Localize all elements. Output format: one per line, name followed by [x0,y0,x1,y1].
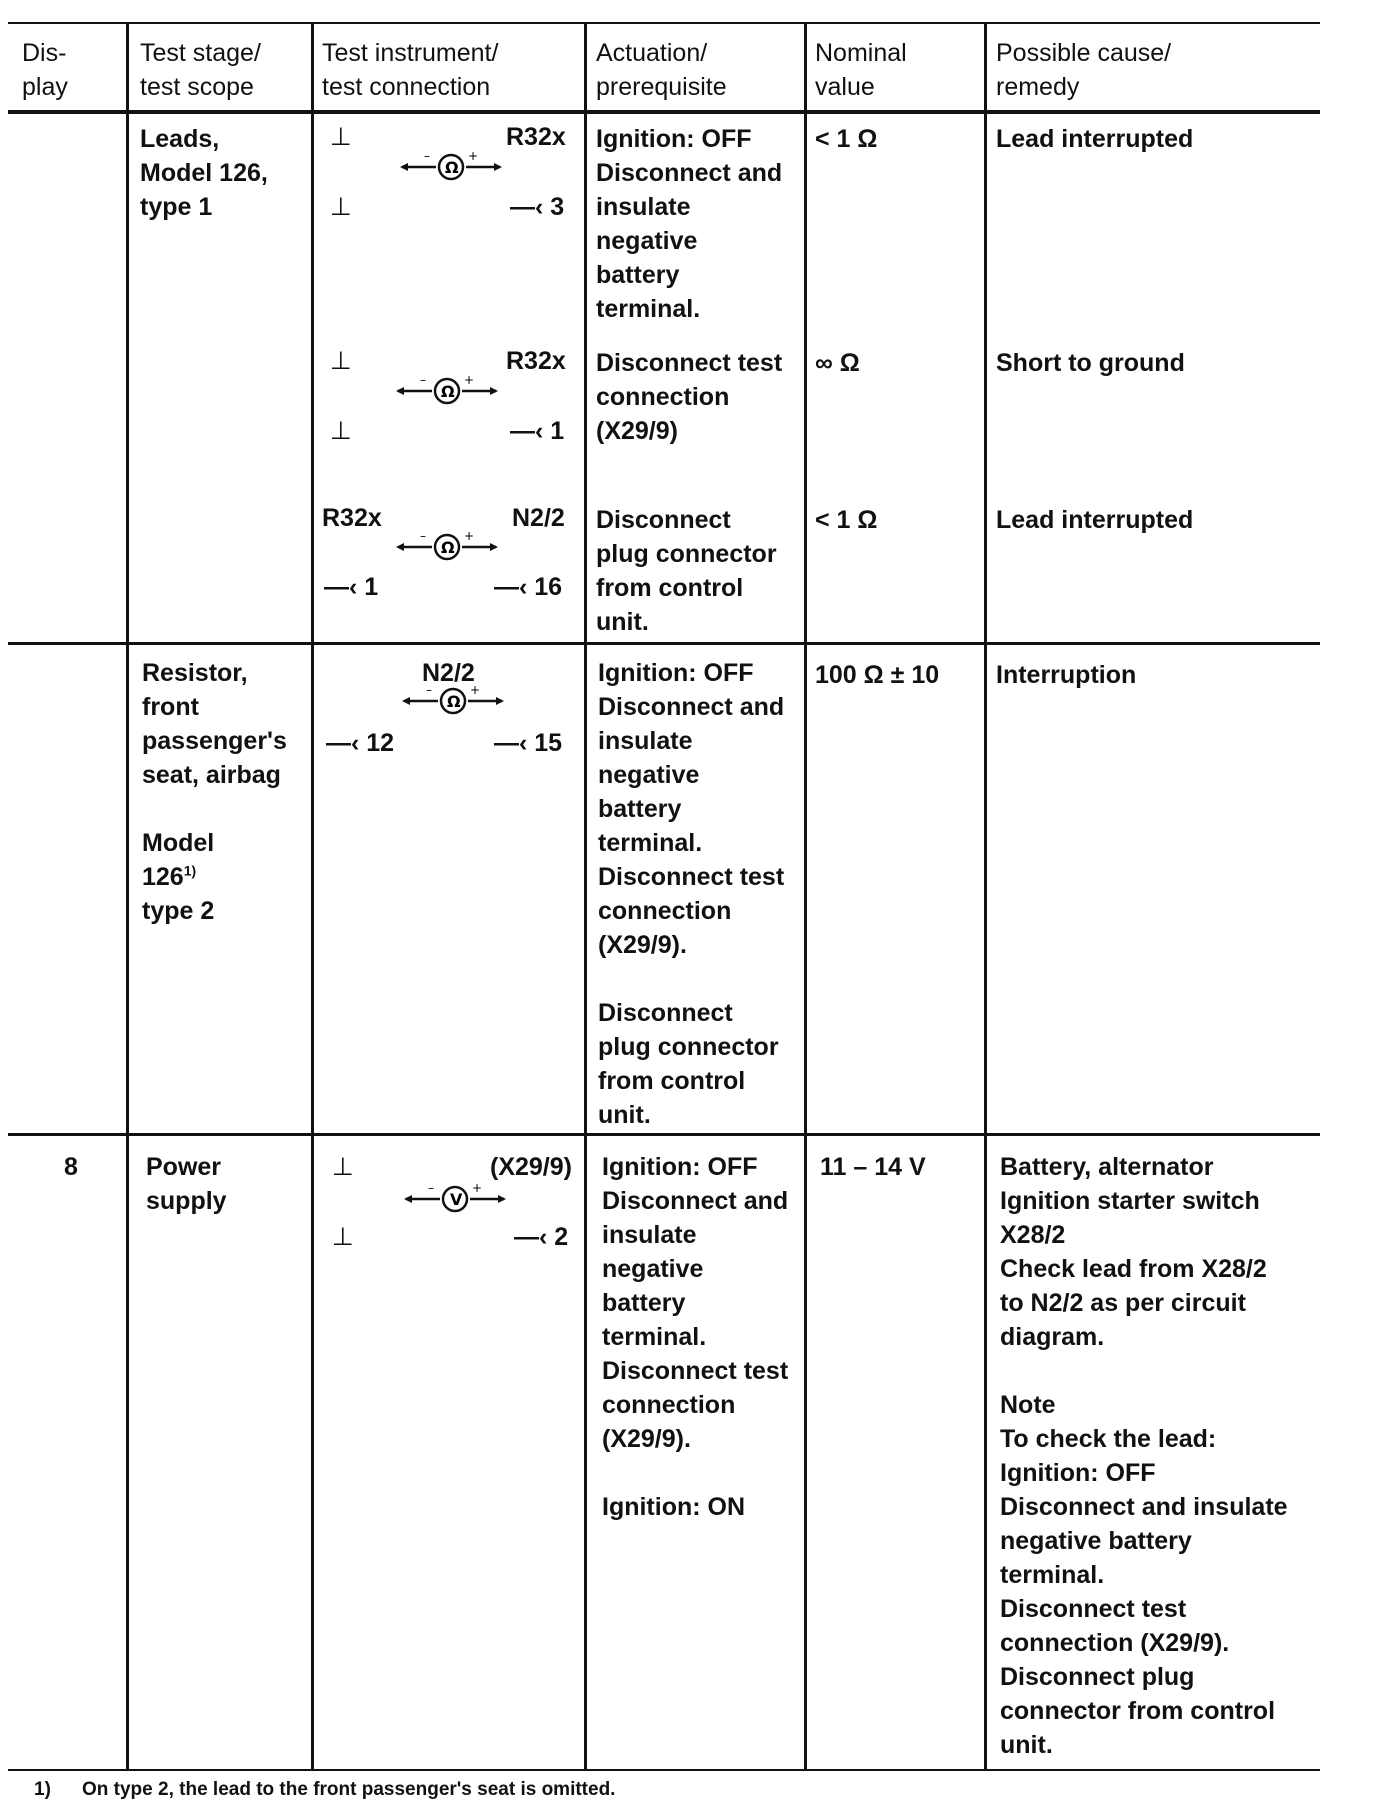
note-line: Disconnect and insulate [1000,1493,1288,1521]
note-line: connector from control [1000,1697,1276,1725]
note-line: Disconnect test [1000,1595,1187,1623]
s3-actuation-line: connection [602,1391,736,1419]
header-cause-line1: Possible cause/ [996,39,1172,67]
s2-actuation-line: terminal. [598,829,703,857]
header-nominal-line1: Nominal [815,39,907,67]
s3-cause-spacer [1000,1354,1288,1388]
s1t2-right-bottom-plug: —‹ 1 [510,417,565,445]
s1t3-actuation-line: from control [596,574,744,602]
header-cause-line2: remedy [996,73,1080,101]
s3-cause-line: to N2/2 as per circuit [1000,1289,1246,1317]
s3-actuation-spacer [602,1456,788,1490]
s1t3-nominal-value: < 1 Ω [815,506,878,534]
s3-voltmeter-icon [400,1182,510,1216]
s1t2-actuation-line: Disconnect test [596,349,783,377]
section1-bottom-rule [8,642,1320,645]
header-instrument-line2: test connection [322,73,491,101]
s2-stage-line: Resistor, [142,659,248,687]
s2-actuation-line: (X29/9). [598,931,687,959]
svg-text:+: + [468,150,479,163]
header-bottom-rule [8,110,1320,114]
svg-text:+: + [470,684,481,697]
s2-stage-line: front [142,693,199,721]
s1t1-left-bottom-ground-icon: ⊥ [330,193,352,221]
note-line: negative battery [1000,1527,1192,1555]
ohm-glyph: Ω [447,692,461,711]
s3-cause-line: Check lead from X28/2 [1000,1255,1267,1283]
s1t2-right-top-label: R32x [506,347,566,375]
s1t2-actuation-line: (X29/9) [596,417,678,445]
s2-stage-line: type 2 [142,897,215,925]
svg-text:+: + [472,1182,483,1195]
svg-text:–: – [426,684,432,697]
s3-right-bottom-plug: —‹ 2 [514,1223,569,1251]
header-display-line2: play [22,73,68,101]
s3-cause-line: diagram. [1000,1323,1105,1351]
header-actuation-line1: Actuation/ [596,39,708,67]
s2-stage-model-number: 126 [142,863,184,891]
s1t3-actuation-line: unit. [596,608,649,636]
header-stage-line2: test scope [140,73,254,101]
note-line: Ignition: OFF [1000,1459,1156,1487]
s1t3-left-bottom-plug: —‹ 1 [324,573,379,601]
s1t1-left-top-ground-icon: ⊥ [330,123,352,151]
s3-stage-line: supply [146,1187,227,1215]
s2-actuation-line: unit. [598,1101,651,1129]
s3-nominal-value: 11 – 14 V [820,1153,926,1181]
s2-actuation-spacer [598,962,784,996]
col-divider-2 [311,22,314,1771]
s3-actuation-line: terminal. [602,1323,707,1351]
svg-text:–: – [428,1182,434,1195]
s3-actuation-line: Ignition: ON [602,1493,746,1521]
s3-actuation-line: negative [602,1255,704,1283]
header-display [22,36,68,104]
s1t2-nominal-value: ∞ Ω [815,349,860,377]
header-actuation-line2: prerequisite [596,73,727,101]
s3-stage-line: Power [146,1153,222,1181]
s2-actuation-line: battery [598,795,682,823]
footnote-mark: 1) [34,1779,51,1800]
header-stage-line1: Test stage/ [140,39,261,67]
header-nominal-value [815,36,907,104]
table-top-rule [8,22,1320,24]
header-possible-cause [996,36,1171,104]
s1t3-cause: Lead interrupted [996,506,1194,534]
svg-text:–: – [424,150,430,163]
s2-right-bottom-plug: —‹ 15 [494,729,563,757]
s1t1-ohmmeter-icon [396,150,506,184]
s1t3-right-top-label: N2/2 [512,504,565,532]
s3-right-top-label: (X29/9) [490,1153,572,1181]
s1t1-actuation-line: insulate [596,193,691,221]
svg-text:+: + [464,374,475,387]
s2-actuation-line: Ignition: OFF [598,659,754,687]
note-line: Disconnect plug [1000,1663,1195,1691]
s3-cause-line: Battery, alternator [1000,1153,1214,1181]
header-instrument-line1: Test instrument/ [322,39,499,67]
section2-bottom-rule [8,1133,1320,1136]
s1t1-actuation-line: battery [596,261,680,289]
s1t3-actuation [596,503,777,639]
s1-test-stage [140,122,268,224]
s1t2-left-top-ground-icon: ⊥ [330,347,352,375]
s3-actuation [602,1150,788,1524]
s1t3-left-top-label: R32x [322,504,382,532]
s3-actuation-line: insulate [602,1221,697,1249]
ohm-glyph: Ω [441,538,455,557]
svg-text:–: – [420,374,426,387]
header-display-line1: Dis- [22,39,67,67]
s2-actuation-line: Disconnect [598,999,733,1027]
table-bottom-rule [8,1769,1320,1771]
s1t3-actuation-line: plug connector [596,540,777,568]
s2-center-label: N2/2 [422,659,475,687]
s1t2-actuation [596,346,782,448]
s1t2-actuation-line: connection [596,383,730,411]
s1t1-actuation [596,122,782,326]
svg-text:+: + [464,530,475,543]
header-nominal-line2: value [815,73,875,101]
s3-cause-line: Ignition starter switch [1000,1187,1260,1215]
s3-actuation-line: Disconnect test [602,1357,789,1385]
s1t1-actuation-line: terminal. [596,295,701,323]
col-divider-3 [584,22,587,1771]
s1t2-ohmmeter-icon [392,374,502,408]
s1-stage-line: Leads, [140,125,220,153]
s1t2-cause: Short to ground [996,349,1185,377]
s3-cause [1000,1150,1288,1762]
ohm-glyph: Ω [441,382,455,401]
s2-actuation-line: insulate [598,727,693,755]
s2-actuation-line: plug connector [598,1033,779,1061]
s3-test-stage [146,1150,227,1218]
s3-cause-line: X28/2 [1000,1221,1066,1249]
note-line: To check the lead: [1000,1425,1217,1453]
s1-stage-line: Model 126, [140,159,268,187]
s2-actuation-line: Disconnect and [598,693,785,721]
note-line: unit. [1000,1731,1053,1759]
footnote-ref: 1) [183,862,197,879]
note-line: connection (X29/9). [1000,1629,1230,1657]
s2-stage-line: seat, airbag [142,761,281,789]
svg-text:–: – [420,530,426,543]
s2-left-bottom-plug: —‹ 12 [326,729,395,757]
note-line: terminal. [1000,1561,1105,1589]
s3-left-bottom-ground-icon: ⊥ [332,1223,354,1251]
s2-actuation-line: Disconnect test [598,863,785,891]
s1t1-right-bottom-plug: —‹ 3 [510,193,565,221]
s1t3-right-bottom-plug: —‹ 16 [494,573,563,601]
col-divider-5 [984,22,987,1771]
s1t1-actuation-line: negative [596,227,698,255]
col-divider-1 [126,22,129,1771]
s1t1-actuation-line: Disconnect and [596,159,783,187]
s1t3-ohmmeter-icon [392,530,502,564]
header-actuation [596,36,727,104]
s1t1-nominal-value: < 1 Ω [815,125,878,153]
s2-cause: Interruption [996,661,1137,689]
s2-nominal-value: 100 Ω ± 10 [815,661,940,689]
s3-actuation-line: Ignition: OFF [602,1153,758,1181]
s2-stage-line-model [142,860,287,894]
note-title: Note [1000,1391,1056,1419]
s3-left-top-ground-icon: ⊥ [332,1153,354,1181]
s1t1-right-top-label: R32x [506,123,566,151]
s2-actuation-line: negative [598,761,700,789]
s2-test-stage [142,656,287,928]
s1t1-actuation-line: Ignition: OFF [596,125,752,153]
s1t3-actuation-line: Disconnect [596,506,731,534]
s1t1-cause: Lead interrupted [996,125,1194,153]
s2-stage-line: Model [142,829,215,857]
s1-stage-line: type 1 [140,193,213,221]
s2-actuation [598,656,784,1132]
s2-stage-line: passenger's [142,727,287,755]
s2-stage-spacer [142,792,287,826]
ohm-glyph: Ω [445,158,459,177]
s3-actuation-line: battery [602,1289,686,1317]
s3-actuation-line: (X29/9). [602,1425,691,1453]
s2-actuation-line: connection [598,897,732,925]
header-test-instrument [322,36,498,104]
col-divider-4 [804,22,807,1771]
s3-actuation-line: Disconnect and [602,1187,789,1215]
s2-actuation-line: from control [598,1067,746,1095]
s3-display-number: 8 [64,1153,78,1181]
s2-ohmmeter-icon [398,684,508,718]
header-test-stage [140,36,261,104]
s1t2-left-bottom-ground-icon: ⊥ [330,417,352,445]
footnote-text: On type 2, the lead to the front passenger's seat is omitted. [82,1779,616,1800]
volt-glyph: V [450,1190,463,1209]
